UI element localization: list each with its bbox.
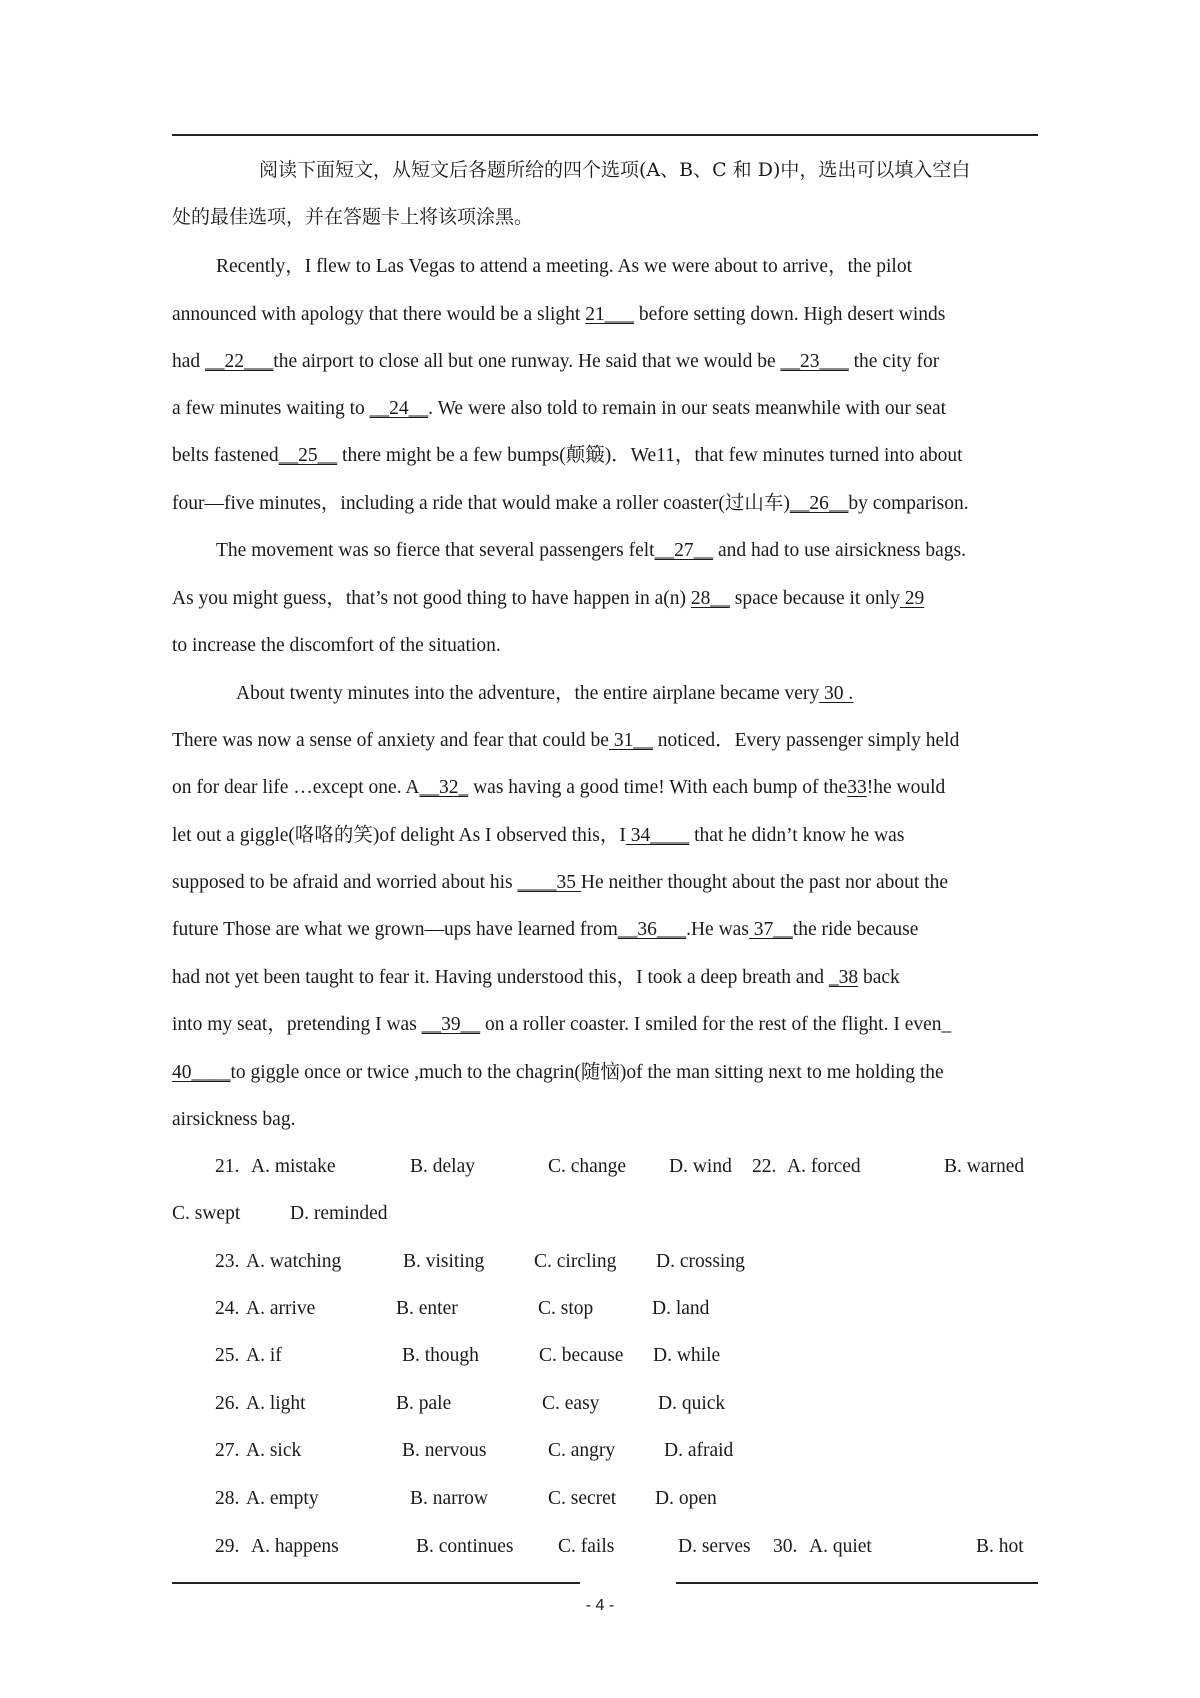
option-21-c: C. change: [548, 1156, 626, 1177]
passage-line: [172, 968, 900, 988]
passage-line: [172, 731, 959, 751]
option-28-a: A. empty: [246, 1488, 319, 1509]
passage-text: .He was: [686, 919, 749, 940]
passage-text: airsickness bag.: [172, 1109, 296, 1130]
question-number: 21.: [215, 1156, 240, 1177]
blank-24: __24__: [369, 398, 429, 419]
option-30-b: B. hot: [976, 1536, 1024, 1557]
blank-38: _38: [828, 967, 859, 988]
blank-29: 29: [899, 588, 925, 609]
passage-line: [172, 920, 918, 940]
blank-36: __36___: [617, 919, 687, 940]
option-22-a: A. forced: [787, 1156, 861, 1177]
question-number: 27.: [215, 1440, 240, 1461]
option-22-c: C. swept: [172, 1203, 241, 1224]
passage-text: four—five minutes，including a ride that would make a roller coaster(过山车): [172, 493, 790, 514]
passage-text: Recently，I flew to Las Vegas to attend a meeting. As we were about to arrive，the pilot: [216, 256, 913, 277]
passage-text: that he didn’t know he was: [689, 825, 905, 846]
option-25-c: C. because: [539, 1345, 624, 1366]
passage-line: [172, 494, 969, 514]
passage-line: [216, 257, 912, 277]
passage-text: He neither thought about the past nor about the: [580, 872, 949, 893]
passage-text: and had to use airsickness bags.: [713, 540, 966, 561]
option-25-b: B. though: [402, 1345, 479, 1366]
passage-text: The movement was so fierce that several passengers felt: [216, 540, 655, 561]
question-number: 28.: [215, 1488, 240, 1509]
passage-text: was having a good time! With each bump of the: [468, 777, 848, 798]
option-27-d: D. afraid: [664, 1440, 734, 1461]
blank-34: 34____: [625, 825, 690, 846]
footer-rule-right: [676, 1582, 1038, 1584]
passage-text: had not yet been taught to fear it. Having understood this，I took a deep breath and: [172, 967, 829, 988]
page-number: - 4 -: [585, 1597, 615, 1614]
passage-text: the airport to close all but one runway. He said that we would be: [273, 351, 781, 372]
blank-37: 37__: [748, 919, 793, 940]
passage-line: [172, 399, 946, 419]
option-22-b: B. warned: [944, 1156, 1025, 1177]
option-29-c: C. fails: [558, 1536, 615, 1557]
passage-text: to increase the discomfort of the situation.: [172, 635, 501, 656]
option-23-d: D. crossing: [656, 1251, 745, 1272]
footer-rule-left: [172, 1582, 580, 1584]
blank-39: __39__: [421, 1014, 481, 1035]
option-26-d: D. quick: [658, 1393, 726, 1414]
passage-text: noticed．Every passenger simply held: [652, 730, 960, 751]
passage-line: [236, 684, 853, 704]
instruction-line-1: 阅读下面短文，从短文后各题所给的四个选项(A、B、C 和 D)中，选出可以填入空白: [259, 159, 971, 181]
question-number: 24.: [215, 1298, 240, 1319]
passage-line: [172, 636, 501, 656]
passage-text: space because it only: [729, 588, 900, 609]
option-27-a: A. sick: [246, 1440, 302, 1461]
option-21-a: A. mistake: [251, 1156, 336, 1177]
passage-text: . We were also told to remain in our seats meanwhile with our seat: [428, 398, 947, 419]
option-23-c: C. circling: [534, 1251, 617, 1272]
option-27-c: C. angry: [548, 1440, 616, 1461]
blank-33: 33: [847, 777, 867, 798]
passage-text: the city for: [848, 351, 940, 372]
passage-line: [172, 778, 945, 798]
blank-31: 31__: [608, 730, 653, 751]
passage-text: by comparison.: [848, 493, 969, 514]
passage-text: before setting down. High desert winds: [633, 304, 946, 325]
passage-text: the ride because: [792, 919, 919, 940]
passage-text: As you might guess，that’s not good thing to have happen in a(n): [172, 588, 691, 609]
passage-text: About twenty minutes into the adventure，the entire airplane became very: [236, 683, 820, 704]
blank-27: __27__: [654, 540, 714, 561]
blank-35: ____35: [517, 872, 581, 893]
option-21-b: B. delay: [410, 1156, 475, 1177]
passage-text: had: [172, 351, 206, 372]
blank-32: __32_: [419, 777, 469, 798]
passage-line: [172, 1015, 951, 1035]
question-number: 26.: [215, 1393, 240, 1414]
option-24-d: D. land: [652, 1298, 710, 1319]
passage-text: supposed to be afraid and worried about his: [172, 872, 518, 893]
option-21-d: D. wind: [669, 1156, 732, 1177]
passage-text: on a roller coaster. I smiled for the rest of the flight. I even_: [480, 1014, 952, 1035]
blank-30: 30 .: [819, 683, 854, 704]
instruction-line-2: 处的最佳选项，并在答题卡上将该项涂黑。: [172, 206, 534, 228]
passage-text: There was now a sense of anxiety and fear that could be: [172, 730, 609, 751]
question-number: 22.: [752, 1156, 777, 1177]
question-number: 29.: [215, 1536, 240, 1557]
blank-22: __22___: [205, 351, 274, 372]
passage-text: let out a giggle(咯咯的笑)of delight As I observed this，I: [172, 825, 626, 846]
option-24-a: A. arrive: [246, 1298, 316, 1319]
option-25-d: D. while: [653, 1345, 721, 1366]
option-22-d: D. reminded: [290, 1203, 388, 1224]
question-number: 25.: [215, 1345, 240, 1366]
option-27-b: B. nervous: [402, 1440, 487, 1461]
passage-text: !he would: [866, 777, 946, 798]
passage-line: [172, 873, 948, 893]
passage-line: [172, 352, 939, 372]
option-28-d: D. open: [655, 1488, 717, 1509]
passage-text: into my seat，pretending I was: [172, 1014, 422, 1035]
option-26-a: A. light: [246, 1393, 306, 1414]
question-number: 30.: [773, 1536, 798, 1557]
passage-text: back: [858, 967, 900, 988]
option-30-a: A. quiet: [809, 1536, 872, 1557]
option-26-c: C. easy: [542, 1393, 600, 1414]
passage-text: a few minutes waiting to: [172, 398, 370, 419]
passage-line: [172, 826, 904, 846]
option-29-b: B. continues: [416, 1536, 514, 1557]
option-29-d: D. serves: [678, 1536, 751, 1557]
option-29-a: A. happens: [251, 1536, 339, 1557]
blank-26: __26__: [789, 493, 849, 514]
option-23-a: A. watching: [246, 1251, 342, 1272]
passage-text: belts fastened: [172, 445, 279, 466]
blank-40: 40____: [172, 1062, 231, 1083]
header-rule: [172, 134, 1038, 136]
passage-line: [172, 1110, 295, 1130]
option-24-b: B. enter: [396, 1298, 458, 1319]
option-28-c: C. secret: [548, 1488, 617, 1509]
option-28-b: B. narrow: [410, 1488, 488, 1509]
option-24-c: C. stop: [538, 1298, 594, 1319]
passage-line: [172, 305, 945, 325]
passage-line: [216, 541, 966, 561]
blank-23: __23___: [780, 351, 849, 372]
option-26-b: B. pale: [396, 1393, 452, 1414]
passage-line: [172, 1063, 944, 1083]
passage-line: [172, 589, 924, 609]
passage-text: there might be a few bumps(颠簸)．We11，that few minutes turned into about: [337, 445, 963, 466]
blank-28: 28__: [690, 588, 730, 609]
option-23-b: B. visiting: [403, 1251, 485, 1272]
passage-text: on for dear life …except one. A: [172, 777, 420, 798]
passage-text: announced with apology that there would be a slight: [172, 304, 586, 325]
blank-25: __25__: [278, 445, 338, 466]
passage-text: to giggle once or twice ,much to the chagrin(随恼)of the man sitting next to me holding the: [230, 1062, 944, 1083]
blank-21: 21___: [585, 304, 634, 325]
passage-line: [172, 446, 963, 466]
option-25-a: A. if: [246, 1345, 282, 1366]
passage-text: future Those are what we grown—ups have learned from: [172, 919, 618, 940]
question-number: 23.: [215, 1251, 240, 1272]
